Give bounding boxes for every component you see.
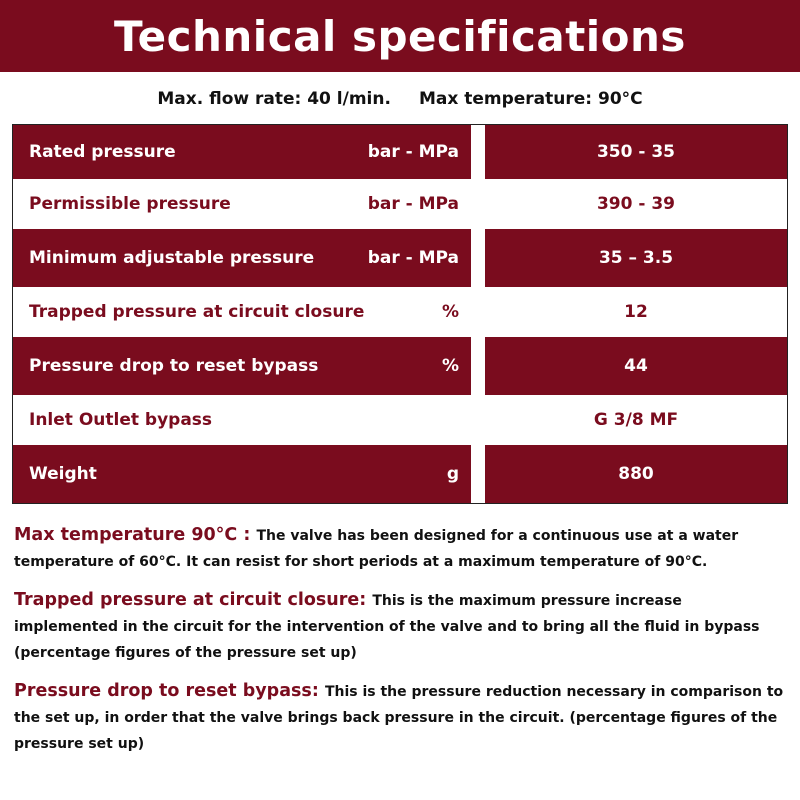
row-label-cell: [13, 445, 471, 503]
page-title: Technical specifications: [114, 11, 686, 61]
note-text: This is the pressure reduction necessary in comparison to the set up, in order that the valve brings back pressure in the circuit. (percentage figures of the pressure set up): [14, 684, 784, 752]
row-label: Weight: [29, 464, 97, 484]
notes-section: [14, 522, 790, 769]
row-value: 390 - 39: [485, 179, 787, 229]
row-unit: bar - MPa: [367, 194, 459, 214]
column-gap: [471, 395, 485, 445]
note-text: The valve has been designed for a continuous use at a water temperature of 60°C. It can resist for short periods at a maximum temperature of 90°C.: [14, 528, 739, 570]
row-value: 44: [485, 337, 787, 395]
note-title: Pressure drop to reset bypass:: [14, 681, 325, 701]
note-title: Trapped pressure at circuit closure:: [14, 590, 373, 610]
column-gap: [471, 229, 485, 287]
row-unit: g: [446, 464, 459, 484]
note-max-temperature: [14, 522, 790, 575]
note-trapped-pressure: [14, 587, 790, 666]
row-value: 880: [485, 445, 787, 503]
subheader: [0, 84, 800, 114]
row-unit: bar - MPa: [367, 248, 459, 268]
table-row-pressure-drop: [13, 337, 787, 395]
row-label-cell: [13, 229, 471, 287]
row-label-cell: [13, 395, 471, 445]
row-unit: %: [441, 302, 459, 322]
table-row-minimum-adjustable-pressure: [13, 229, 787, 287]
row-unit: %: [441, 356, 459, 376]
row-label: Inlet Outlet bypass: [29, 410, 213, 430]
table-row-inlet-outlet: [13, 395, 787, 445]
row-label: Trapped pressure at circuit closure: [29, 302, 365, 322]
row-value: G 3/8 MF: [485, 395, 787, 445]
table-row-weight: [13, 445, 787, 503]
note-text: This is the maximum pressure increase implemented in the circuit for the intervention of the valve and to bring all the fluid in bypass (percentage figures of the pressure set up): [14, 593, 760, 661]
row-label-cell: [13, 179, 471, 229]
table-row-permissible-pressure: [13, 179, 787, 229]
row-value: 35 – 3.5: [485, 229, 787, 287]
table-row-rated-pressure: [13, 125, 787, 179]
max-temperature: Max temperature: 90°C: [418, 89, 643, 109]
row-value: 12: [485, 287, 787, 337]
note-title: Max temperature 90°C :: [14, 525, 257, 545]
column-gap: [471, 179, 485, 229]
title-banner: [0, 0, 800, 72]
column-gap: [471, 125, 485, 179]
row-label-cell: [13, 337, 471, 395]
column-gap: [471, 337, 485, 395]
spec-table: [12, 124, 788, 504]
table-row-trapped-pressure: [13, 287, 787, 337]
row-label: Permissible pressure: [29, 194, 231, 214]
row-value: 350 - 35: [485, 125, 787, 179]
column-gap: [471, 287, 485, 337]
column-gap: [471, 445, 485, 503]
note-pressure-drop: [14, 678, 790, 757]
row-label: Rated pressure: [29, 142, 176, 162]
max-flow-rate: Max. flow rate: 40 l/min.: [157, 89, 391, 109]
row-label: Minimum adjustable pressure: [29, 248, 315, 268]
row-label-cell: [13, 287, 471, 337]
row-unit: bar - MPa: [367, 142, 459, 162]
row-label: Pressure drop to reset bypass: [29, 356, 319, 376]
row-label-cell: [13, 125, 471, 179]
